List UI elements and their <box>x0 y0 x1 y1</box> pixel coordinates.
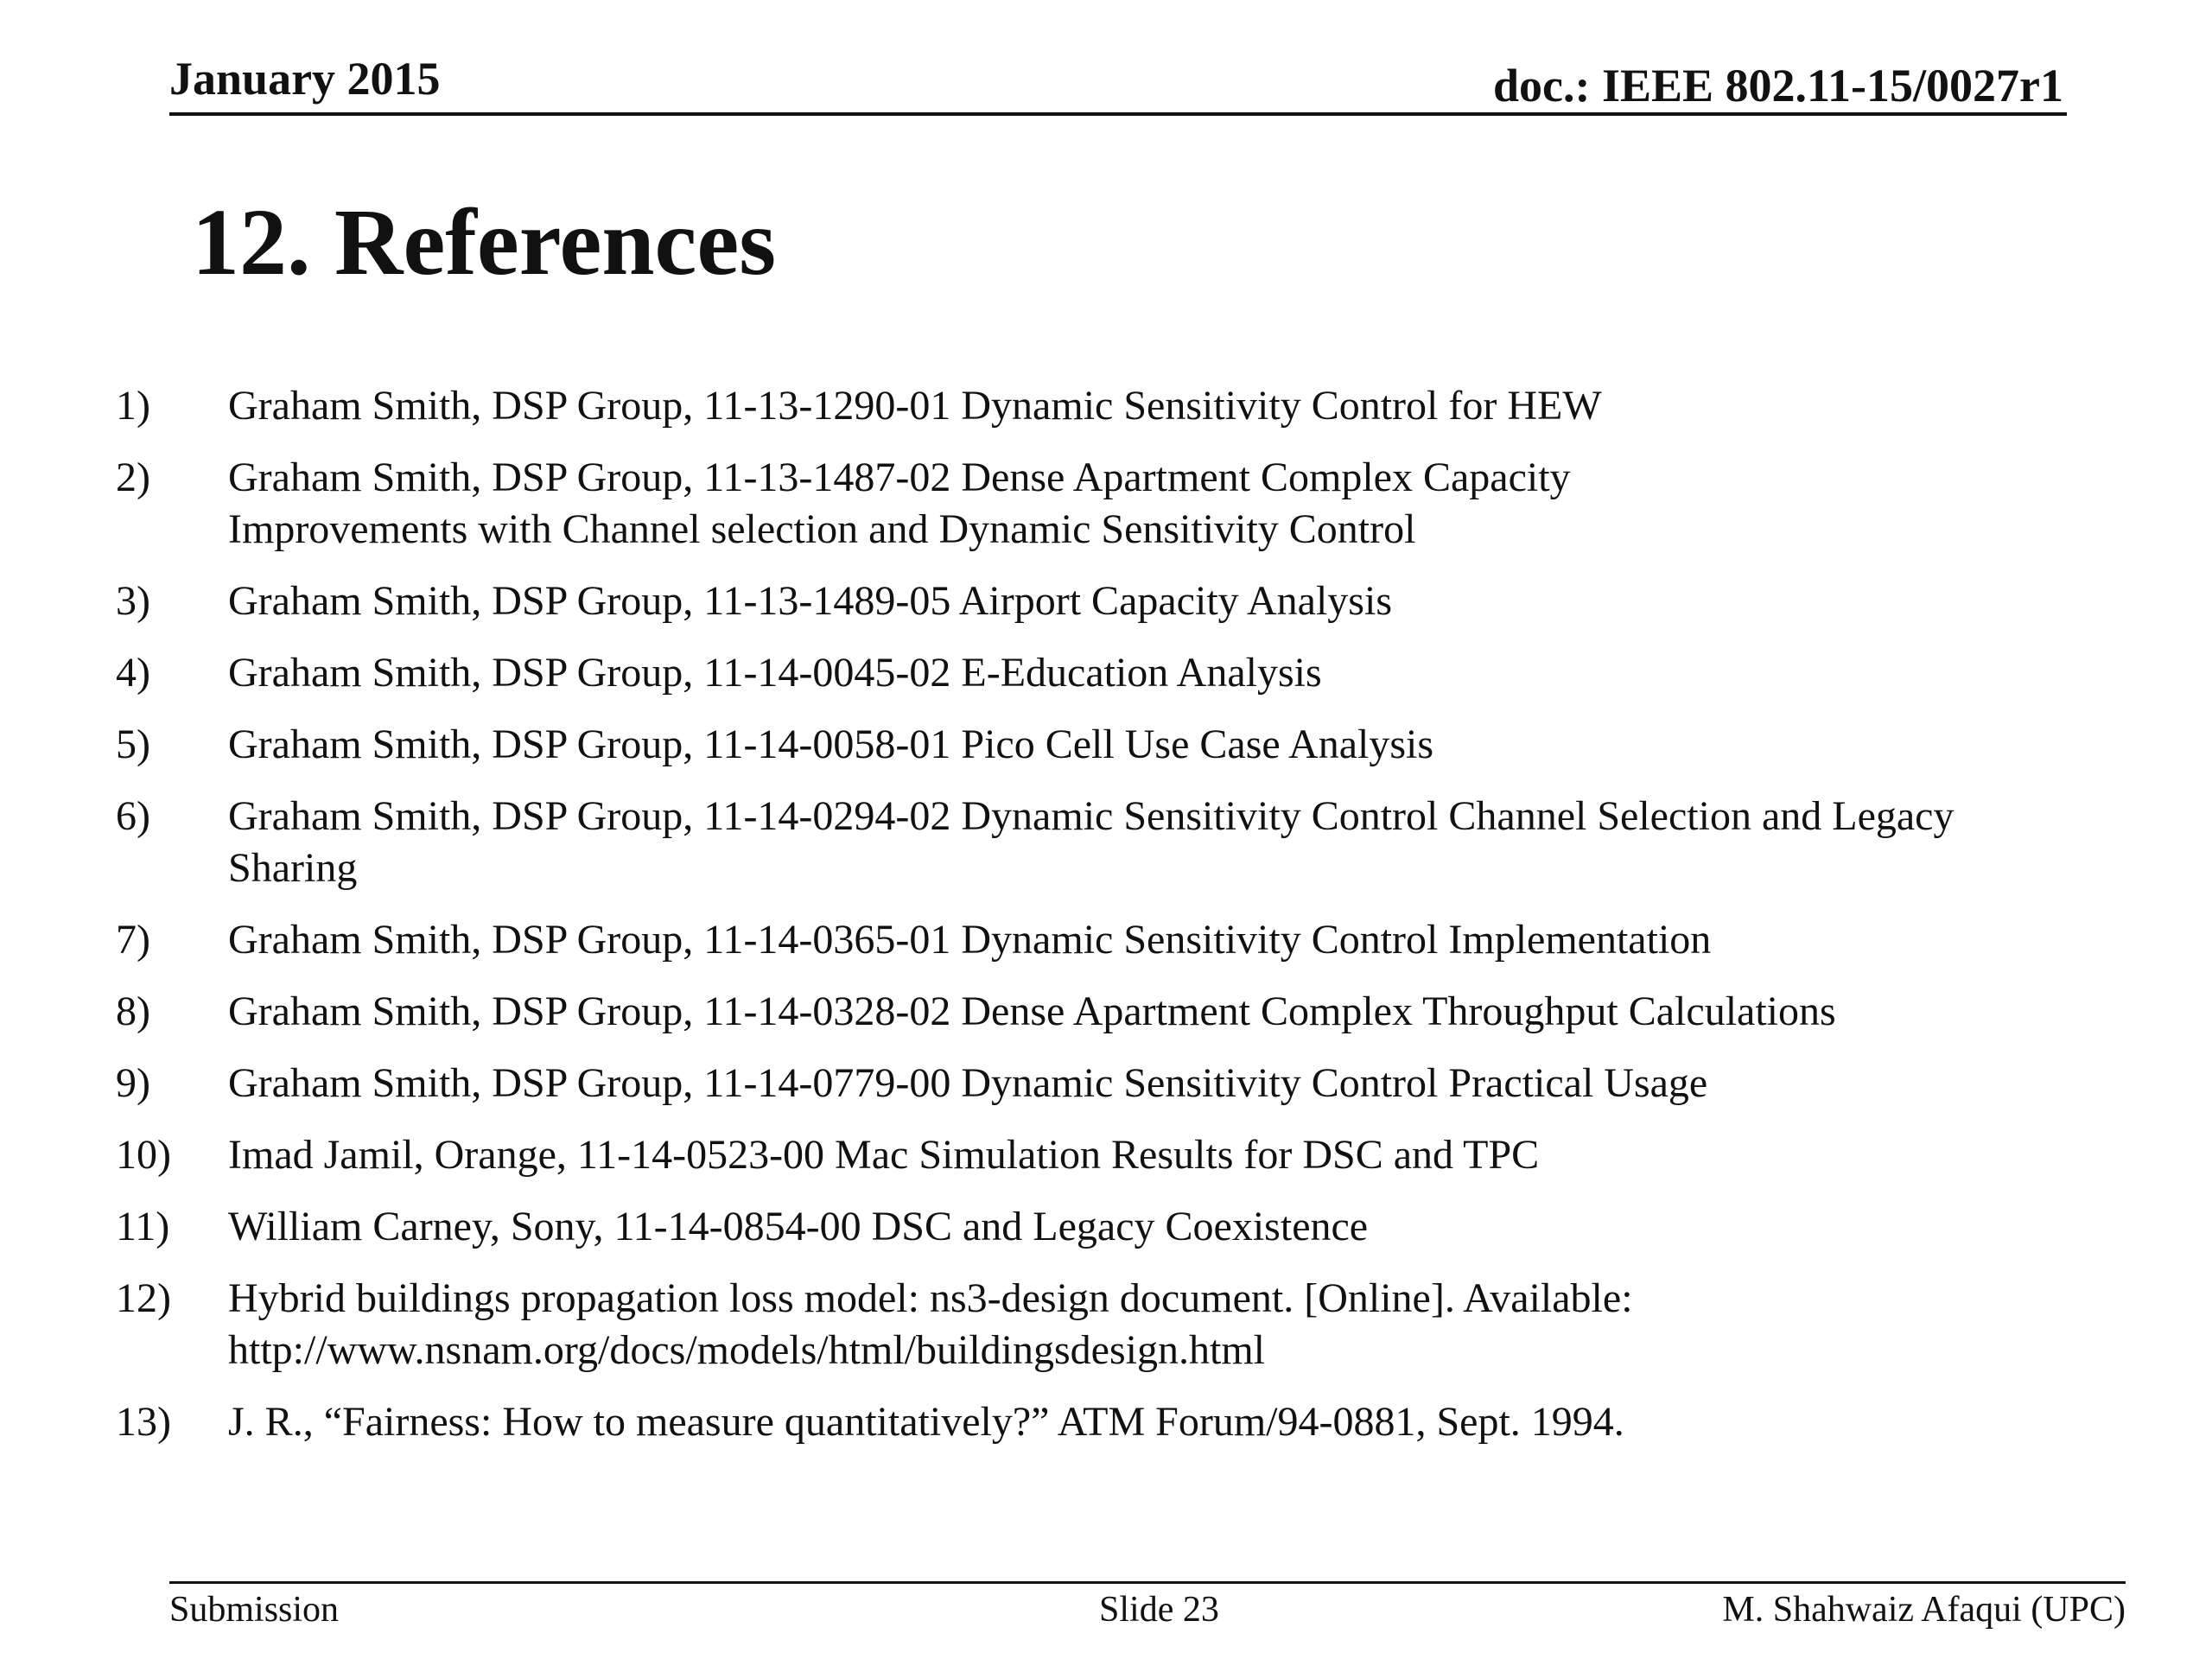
footer-divider <box>169 1581 2126 1584</box>
reference-number: 9) <box>116 1060 150 1106</box>
header-doc-id: doc.: IEEE 802.11-15/0027r1 <box>1492 60 2063 111</box>
reference-text: Graham Smith, DSP Group, 11-14-0294-02 Dynamic Sensitivity Control Channel Selection and Legacy Sharing <box>228 793 1955 891</box>
reference-number: 12) <box>116 1275 171 1321</box>
footer-author: M. Shahwaiz Afaqui (UPC) <box>1722 1590 2126 1630</box>
reference-text: Graham Smith, DSP Group, 11-14-0779-00 Dynamic Sensitivity Control Practical Usage <box>228 1060 1708 1106</box>
reference-item <box>116 1273 2103 1376</box>
reference-number: 8) <box>116 988 150 1034</box>
reference-list <box>116 380 2103 1468</box>
reference-item <box>116 914 2103 966</box>
reference-number: 13) <box>116 1399 171 1445</box>
reference-text: J. R., “Fairness: How to measure quantitatively?” ATM Forum/94-0881, Sept. 1994. <box>228 1399 1624 1445</box>
reference-text: William Carney, Sony, 11-14-0854-00 DSC and Legacy Coexistence <box>228 1204 1369 1249</box>
reference-number: 1) <box>116 383 150 429</box>
reference-number: 5) <box>116 721 150 767</box>
reference-number: 11) <box>116 1204 170 1249</box>
reference-item <box>116 986 2103 1038</box>
reference-text: Hybrid buildings propagation loss model: ns3-design document. [Online]. Available: http://www.nsnam.org/docs/models/html/buildingsdesign.html <box>228 1275 1633 1373</box>
reference-number: 4) <box>116 650 150 696</box>
reference-item <box>116 380 2103 432</box>
reference-number: 2) <box>116 454 150 500</box>
reference-number: 3) <box>116 578 150 624</box>
footer-slide-number: Slide 23 <box>1099 1590 1219 1630</box>
reference-text: Graham Smith, DSP Group, 11-13-1290-01 Dynamic Sensitivity Control for HEW <box>228 383 1602 429</box>
reference-text: Graham Smith, DSP Group, 11-13-1487-02 Dense Apartment Complex Capacity Improvements with Channel selection and Dynamic Sensitivity Control <box>228 454 1571 552</box>
reference-item <box>116 452 2103 556</box>
reference-item <box>116 1058 2103 1109</box>
reference-item <box>116 1129 2103 1181</box>
reference-item <box>116 1396 2103 1448</box>
reference-item <box>116 1201 2103 1253</box>
reference-text: Imad Jamil, Orange, 11-14-0523-00 Mac Simulation Results for DSC and TPC <box>228 1132 1540 1178</box>
header-divider <box>169 112 2067 116</box>
header-date: January 2015 <box>169 53 441 105</box>
slide-title: 12. References <box>192 189 777 295</box>
footer-submission: Submission <box>169 1590 340 1630</box>
reference-text: Graham Smith, DSP Group, 11-14-0045-02 E-Education Analysis <box>228 650 1322 696</box>
reference-item <box>116 647 2103 699</box>
reference-text: Graham Smith, DSP Group, 11-14-0328-02 Dense Apartment Complex Throughput Calculations <box>228 988 1836 1034</box>
reference-text: Graham Smith, DSP Group, 11-14-0058-01 Pico Cell Use Case Analysis <box>228 721 1434 767</box>
reference-number: 7) <box>116 917 150 963</box>
reference-item <box>116 575 2103 627</box>
reference-number: 10) <box>116 1132 171 1178</box>
reference-text: Graham Smith, DSP Group, 11-14-0365-01 Dynamic Sensitivity Control Implementation <box>228 917 1712 963</box>
reference-number: 6) <box>116 793 150 839</box>
reference-item <box>116 791 2103 894</box>
reference-text: Graham Smith, DSP Group, 11-13-1489-05 Airport Capacity Analysis <box>228 578 1392 624</box>
reference-item <box>116 719 2103 771</box>
